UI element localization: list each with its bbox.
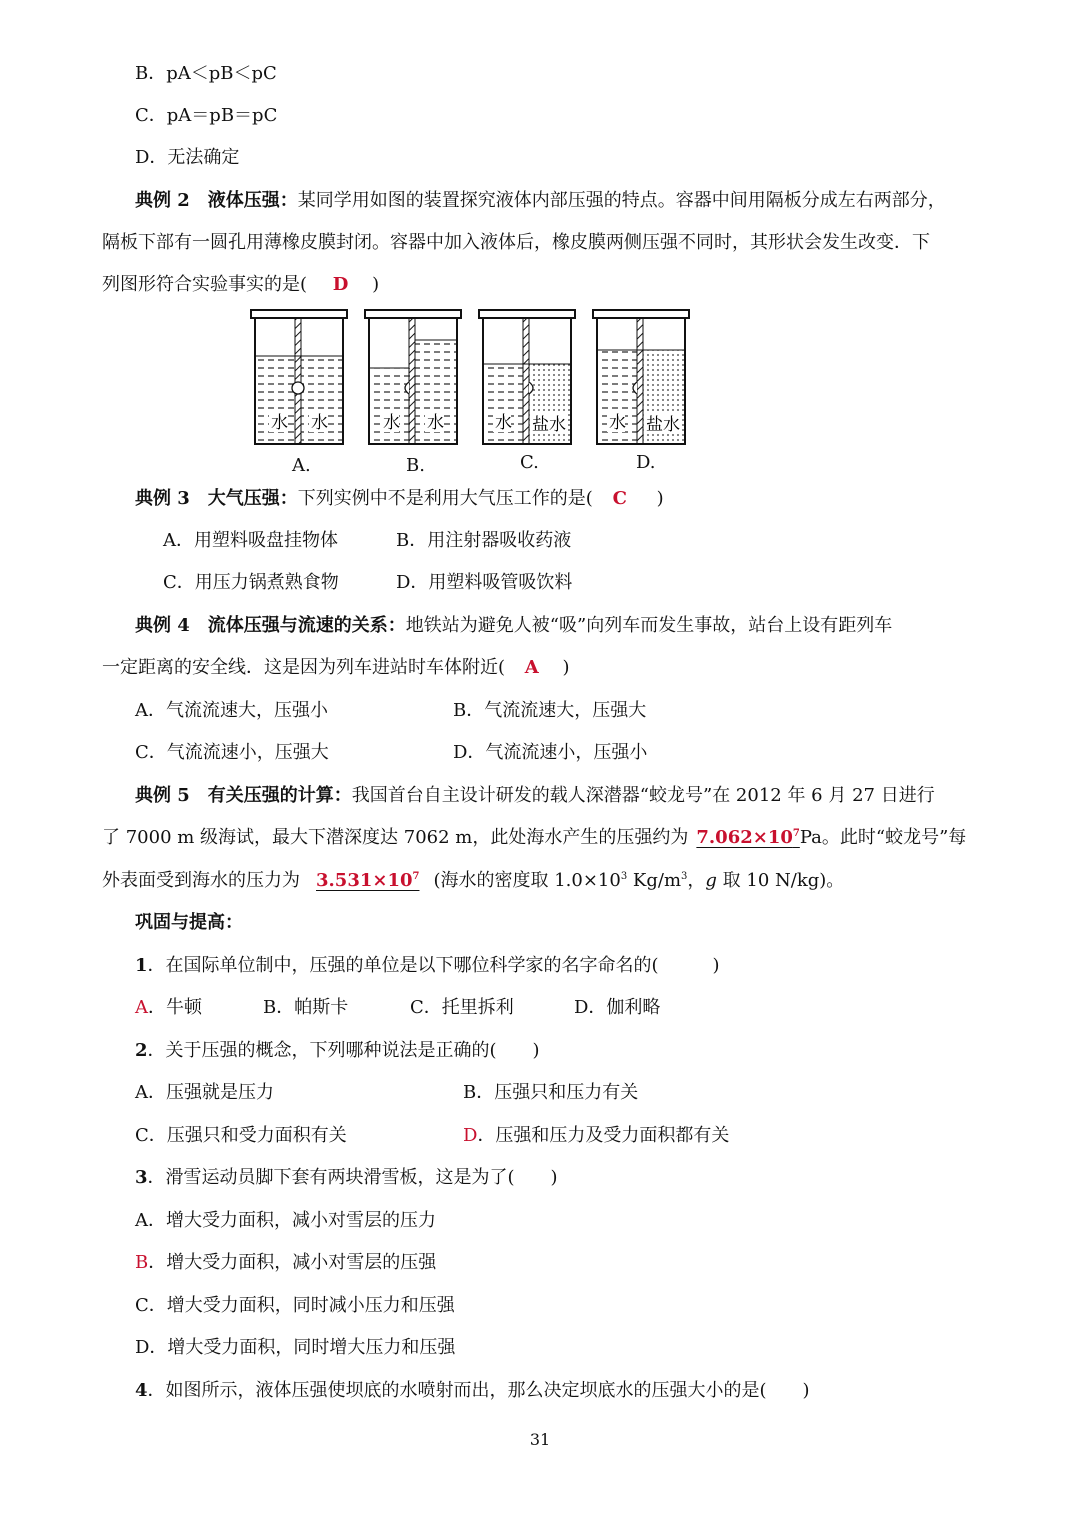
water-label: 水 xyxy=(495,413,512,433)
water-label: 水 xyxy=(427,413,444,433)
example-2-close: ) xyxy=(372,274,380,295)
section-title: 巩固与提高： xyxy=(135,912,243,933)
option-d-prev: D．无法确定 xyxy=(135,147,240,168)
question-3: 3．滑雪运动员脚下套有两块滑雪板，这是为了( ) xyxy=(135,1167,558,1188)
question-2-option-c: C．压强只和受力面积有关 xyxy=(135,1125,347,1146)
question-2-option-b: B．压强只和压力有关 xyxy=(463,1082,639,1103)
example-5-line2 xyxy=(102,826,966,850)
example-5-line1 xyxy=(135,784,935,808)
example-5-text: 我国首台自主设计研发的载人深潜器“蛟龙号”在 2012 年 6 月 27 日进行 xyxy=(351,785,935,806)
question-1-option-b: B．帕斯卡 xyxy=(263,997,349,1018)
container-d xyxy=(593,310,689,444)
question-2-option-a: A．压强就是压力 xyxy=(135,1082,274,1103)
example-4-answer: A xyxy=(524,657,539,678)
example-2-label: 典例 2 液体压强： xyxy=(135,190,298,211)
figure-caption-d: D. xyxy=(636,452,656,473)
example-4-stem-end: 一定距离的安全线．这是因为列车进站时车体附近( xyxy=(102,657,506,678)
example-2-line2: 隔板下部有一圆孔用薄橡皮膜封闭。容器中加入液体后，橡皮膜两侧压强不同时，其形状会发生改变．下 xyxy=(102,232,930,253)
salt-water-label: 盐水 xyxy=(532,415,566,435)
example-4-label: 典例 4 流体压强与流速的关系： xyxy=(135,615,406,636)
example-4-line1 xyxy=(135,614,892,638)
question-2-option-d: D．压强和压力及受力面积都有关 xyxy=(463,1125,730,1146)
example-5-stem: 了 7000 m 级海试，最大下潜深度达 7062 m，此处海水产生的压强约为 xyxy=(102,827,689,848)
example-5-line3: 外表面受到海水的压力为 $3.531\times 10^7$ (海水的密度取 $1.0\times 10^3$ $Kg/m^3$，g 取 10 N/kg)。 xyxy=(102,870,845,891)
example-3-option-a: A．用塑料吸盘挂物体 xyxy=(163,530,338,551)
question-3-option-c: C．增大受力面积，同时减小压力和压强 xyxy=(135,1295,455,1316)
example-3-option-d: D．用塑料吸管吸饮料 xyxy=(396,572,573,593)
example-2-answer: D xyxy=(332,274,349,295)
example-4-option-d: D．气流流速小，压强小 xyxy=(453,742,648,763)
question-4: 4．如图所示，液体压强使坝底的水喷射而出，那么决定坝底水的压强大小的是( ) xyxy=(135,1380,810,1401)
example-4-close: ) xyxy=(562,657,570,678)
question-1-option-d: D．伽利略 xyxy=(574,997,661,1018)
question-1: 1．在国际单位制中，压强的单位是以下哪位科学家的名字命名的( ) xyxy=(135,955,720,976)
container-b xyxy=(365,310,461,444)
figure-caption-c: C. xyxy=(520,452,539,473)
example-5-stem-3: 外表面受到海水的压力为 xyxy=(102,870,300,891)
example-2-text: 某同学用如图的装置探究液体内部压强的特点。容器中间用隔板分成左右两部分， xyxy=(297,190,946,211)
example-4-option-b: B．气流流速大，压强大 xyxy=(453,700,647,721)
water-label: 水 xyxy=(311,413,328,433)
example-3-option-c: C．用压力锅煮熟食物 xyxy=(163,572,339,593)
example-4-line2 xyxy=(102,656,570,680)
example-4-option-c: C．气流流速小，压强大 xyxy=(135,742,329,763)
salt-water-label: 盐水 xyxy=(646,415,680,435)
water-label: 水 xyxy=(383,413,400,433)
example-5-stem-2: Pa。此时“蛟龙号”每 xyxy=(799,827,967,848)
example-3-label: 典例 3 大气压强： xyxy=(135,488,298,509)
option-b-prev: B．pA＜pB＜pC xyxy=(135,63,277,84)
container-a xyxy=(251,310,347,444)
question-3-option-d: D．增大受力面积，同时增大压力和压强 xyxy=(135,1337,456,1358)
example-3-close: ) xyxy=(656,488,664,509)
example-3-answer: C xyxy=(612,488,627,509)
example-2-line3 xyxy=(102,273,379,297)
question-2: 2．关于压强的概念，下列哪种说法是正确的( ) xyxy=(135,1040,540,1061)
question-1-option-c: C．托里拆利 xyxy=(410,997,514,1018)
question-3-option-b: B．增大受力面积，减小对雪层的压强 xyxy=(135,1252,437,1273)
question-3-option-a: A．增大受力面积，减小对雪层的压力 xyxy=(135,1210,436,1231)
container-c xyxy=(479,310,575,444)
option-c-prev: C．pA＝pB＝pC xyxy=(135,105,278,126)
example-4-text: 地铁站为避免人被“吸”向列车而发生事故，站台上设有距列车 xyxy=(405,615,893,636)
question-1-option-a: A．牛顿 xyxy=(135,997,202,1018)
example-5-label: 典例 5 有关压强的计算： xyxy=(135,785,352,806)
example-2-line1 xyxy=(135,189,946,213)
example-3-line xyxy=(135,487,664,511)
example-4-option-a: A．气流流速大，压强小 xyxy=(135,700,328,721)
figure-caption-a: A. xyxy=(292,455,311,476)
example-3-text: 下列实例中不是利用大气压工作的是( xyxy=(297,488,593,509)
example-5-answer-1: $7.062\times 10^7$ xyxy=(696,827,800,848)
page-number: 31 xyxy=(529,1430,551,1449)
example-2-stem-end: 列图形符合实验事实的是( xyxy=(102,274,308,295)
example-5-answer-2: $3.531\times 10^7$ xyxy=(316,870,420,891)
water-label: 水 xyxy=(609,413,626,433)
water-label: 水 xyxy=(271,413,288,433)
example-3-option-b: B．用注射器吸收药液 xyxy=(396,530,572,551)
figure-caption-b: B. xyxy=(406,455,425,476)
